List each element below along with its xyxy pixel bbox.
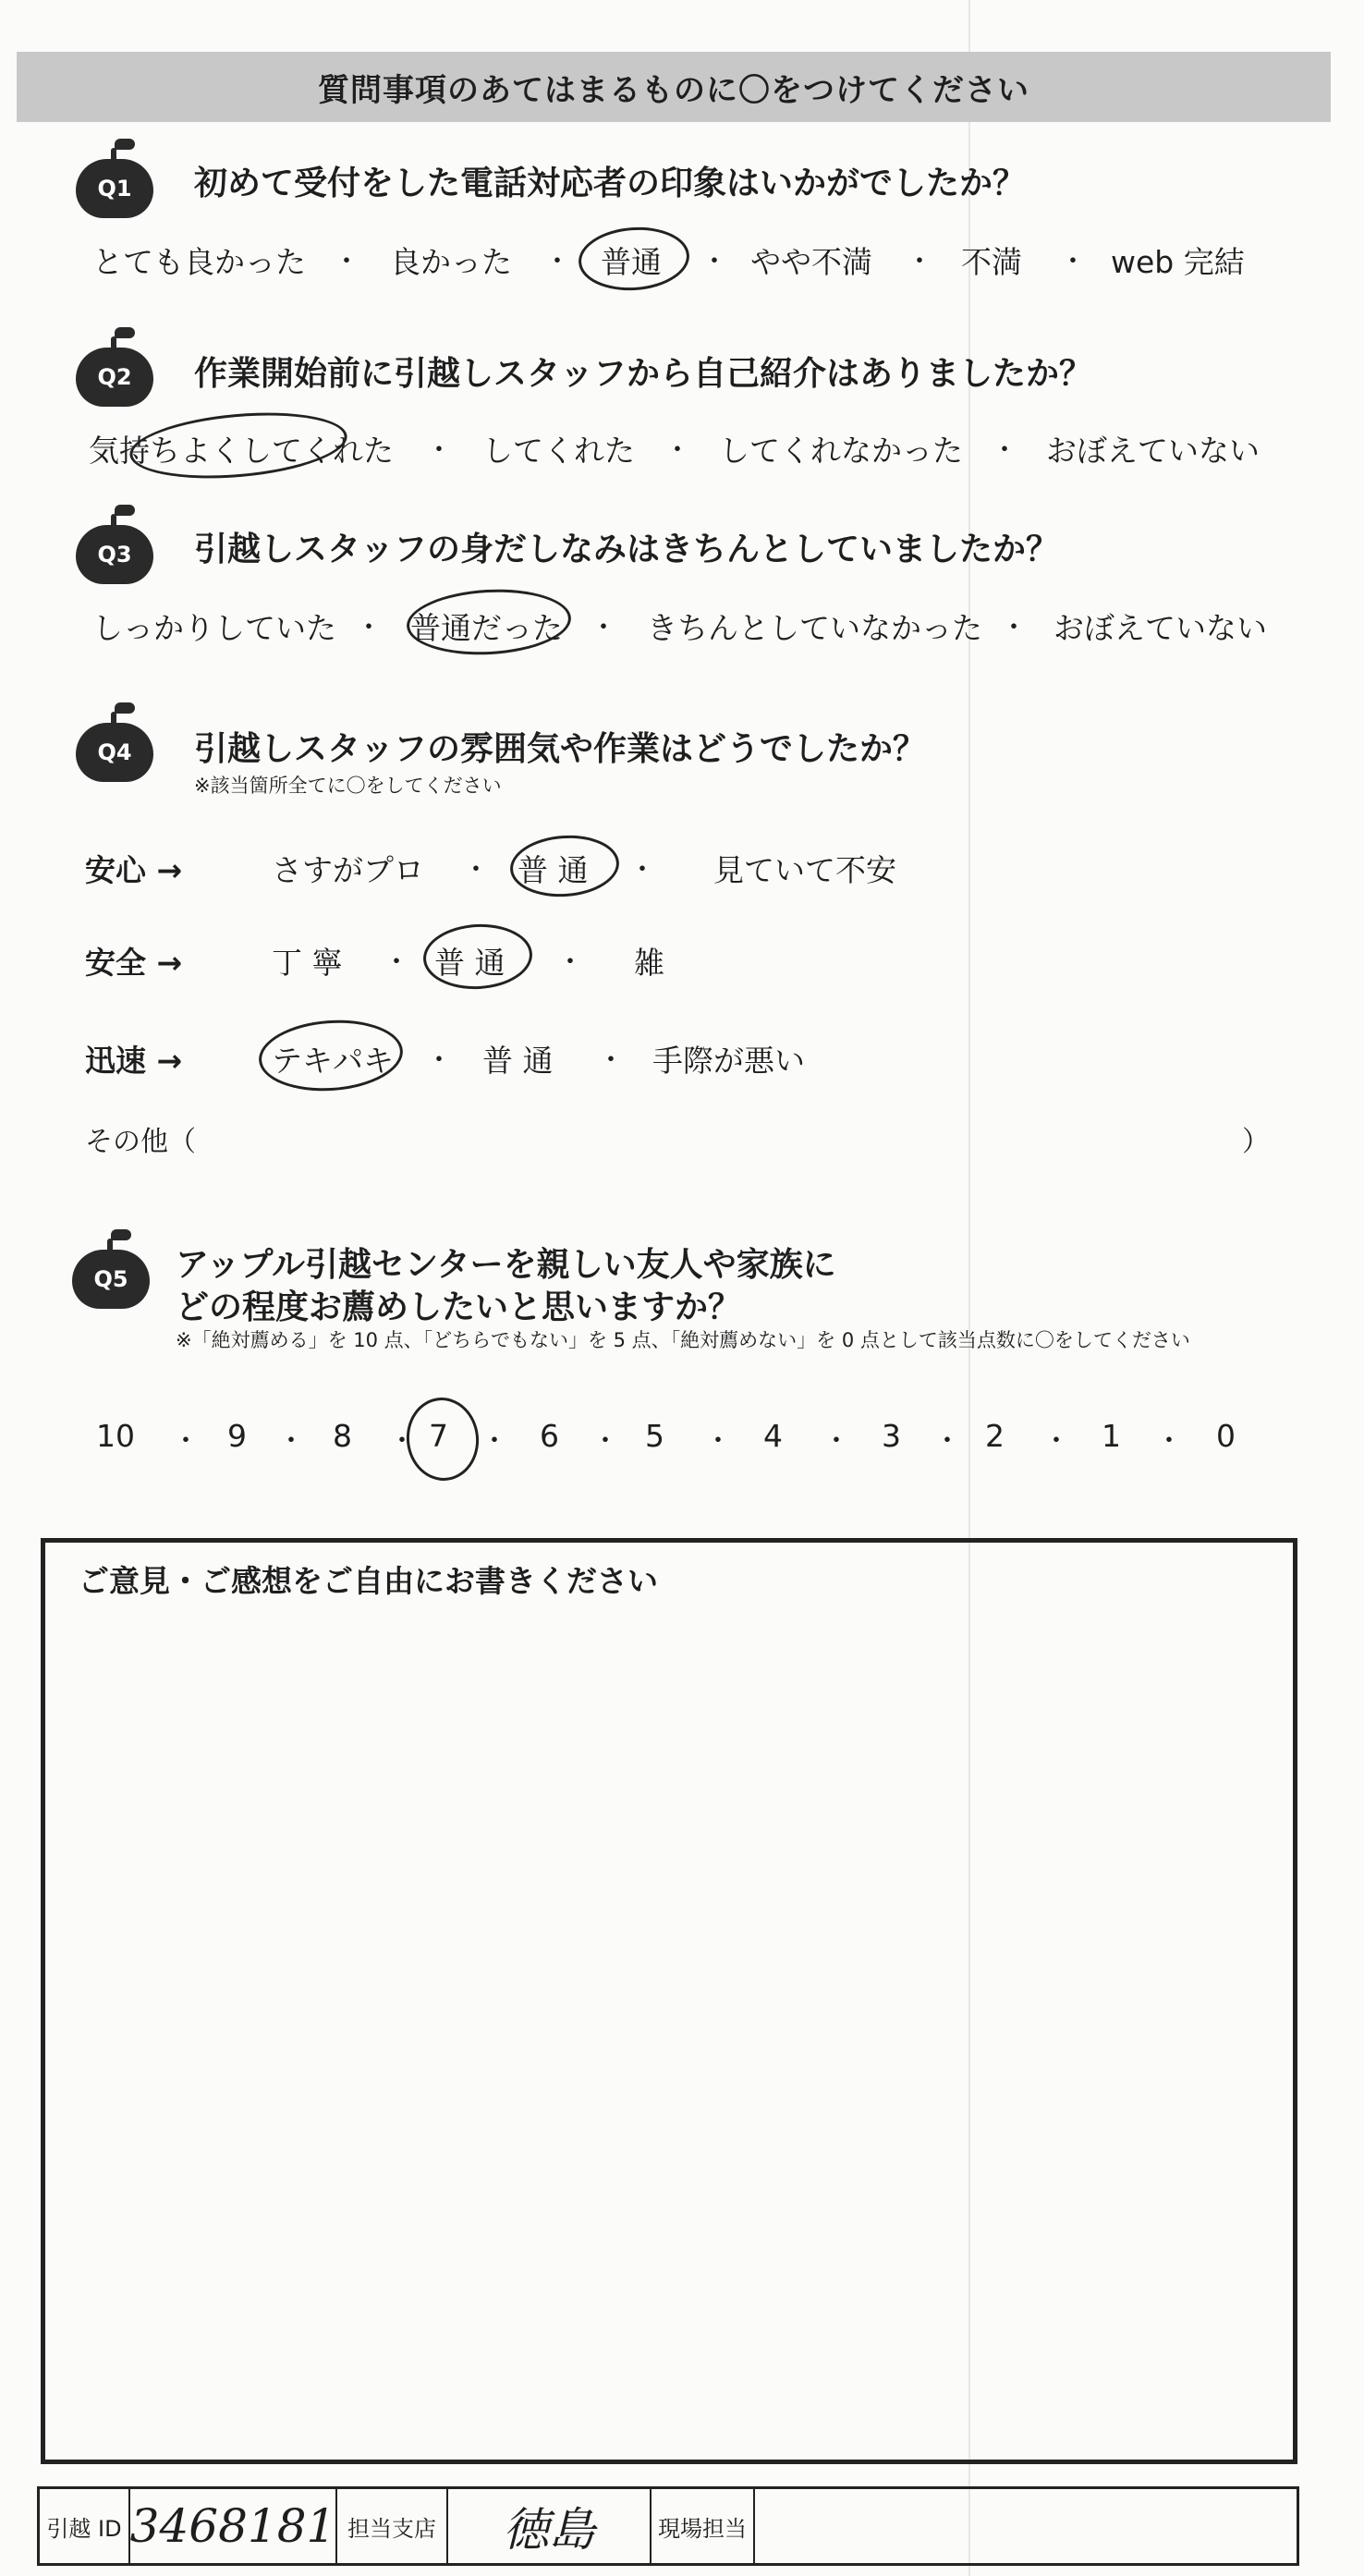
q5-selection-circle: [403, 1394, 483, 1484]
q3-option-4[interactable]: おぼえていない: [1053, 610, 1267, 646]
q5-score-2[interactable]: 2: [985, 1418, 1005, 1454]
separator-dot: ・: [1000, 612, 1028, 644]
footer-table: [37, 2486, 1299, 2566]
q4-title: 引越しスタッフの雰囲気や作業はどうでしたか？: [194, 730, 927, 768]
q4-jinsoku-option-2[interactable]: 普 通: [482, 1043, 554, 1079]
move-id-value[interactable]: 3468181: [130, 2489, 337, 2563]
separator-dot: ・: [991, 434, 1018, 467]
q1-option-2[interactable]: 良かった: [390, 244, 512, 280]
q5-note: ※「絶対薦める」を 10 点、「どちらでもない」を 5 点、「絶対薦めない」を 0 点として該当点数に〇をしてください: [176, 1329, 1190, 1351]
q5-score-10[interactable]: 10: [96, 1418, 135, 1454]
move-id-label: 引越 ID: [40, 2489, 130, 2563]
separator-dot: ・: [628, 854, 656, 886]
separator-dot: ・: [481, 1425, 508, 1458]
q4-other-input[interactable]: [213, 1124, 1229, 1157]
separator-dot: ・: [543, 246, 571, 278]
q1-title: 初めて受付をした電話対応者の印象はいかがでしたか？: [194, 165, 1027, 202]
separator-dot: ・: [822, 1425, 850, 1458]
q1-option-6[interactable]: web 完結: [1111, 244, 1245, 280]
q4-badge: Q4: [76, 723, 153, 782]
q3-title: 引越しスタッフの身だしなみはきちんとしていましたか？: [194, 531, 1060, 568]
separator-dot: ・: [1155, 1425, 1183, 1458]
separator-dot: ・: [1042, 1425, 1070, 1458]
separator-dot: ・: [700, 246, 728, 278]
q3-option-2[interactable]: 普通だった: [410, 610, 563, 646]
separator-dot: ・: [704, 1425, 732, 1458]
q4-jinsoku-option-1[interactable]: テキパキ: [272, 1043, 394, 1079]
q4-row-label-jinsoku: 迅速 →: [85, 1043, 183, 1079]
separator-dot: ・: [906, 246, 933, 278]
q2-badge: Q2: [76, 348, 153, 407]
q5-score-3[interactable]: 3: [882, 1418, 901, 1454]
q4-jinsoku-selection-circle: [257, 1016, 406, 1096]
separator-dot: ・: [590, 612, 617, 644]
q4-anshin-option-1[interactable]: さすがプロ: [272, 852, 424, 888]
separator-dot: ・: [556, 946, 584, 979]
staff-label: 現場担当: [652, 2489, 755, 2563]
separator-dot: ・: [425, 1044, 453, 1077]
separator-dot: ・: [591, 1425, 619, 1458]
q1-badge: Q1: [76, 159, 153, 218]
q4-row-label-anshin: 安心 →: [85, 852, 183, 888]
separator-dot: ・: [1059, 246, 1087, 278]
separator-dot: ・: [172, 1425, 200, 1458]
q1-option-1[interactable]: とても良かった: [92, 244, 306, 280]
separator-dot: ・: [425, 434, 453, 467]
q4-row-label-anzen: 安全 →: [85, 945, 183, 981]
q4-anzen-option-3[interactable]: 雑: [634, 945, 664, 981]
q4-anzen-option-2[interactable]: 普 通: [434, 945, 505, 981]
branch-label: 担当支店: [337, 2489, 448, 2563]
header-banner: [17, 52, 1331, 122]
separator-dot: ・: [383, 946, 410, 979]
q5-title-line2: どの程度お薦めしたいと思いますか？: [176, 1288, 742, 1326]
separator-dot: ・: [597, 1044, 625, 1077]
q2-option-3[interactable]: してくれなかった: [719, 433, 963, 469]
q1-option-5[interactable]: 不満: [961, 244, 1022, 280]
separator-dot: ・: [388, 1425, 416, 1458]
q5-score-4[interactable]: 4: [763, 1418, 783, 1454]
q1-option-3[interactable]: 普通: [601, 244, 662, 280]
q4-other-label: その他（: [85, 1126, 196, 1158]
q5-score-6[interactable]: 6: [540, 1418, 559, 1454]
q1-option-4[interactable]: やや不満: [750, 244, 872, 280]
q5-score-8[interactable]: 8: [333, 1418, 352, 1454]
q5-score-0[interactable]: 0: [1216, 1418, 1236, 1454]
separator-dot: ・: [333, 246, 360, 278]
q1-selection-circle: [577, 224, 691, 294]
q3-option-1[interactable]: しっかりしていた: [92, 610, 336, 646]
q2-option-1[interactable]: 気持ちよくしてくれた: [89, 433, 394, 469]
header-title: 質問事項のあてはまるものに〇をつけてください: [318, 71, 1029, 109]
staff-value[interactable]: [755, 2489, 1297, 2563]
q4-note: ※該当箇所全てに〇をしてください: [194, 775, 502, 797]
separator-dot: ・: [355, 612, 383, 644]
separator-dot: ・: [277, 1425, 305, 1458]
q2-option-4[interactable]: おぼえていない: [1046, 433, 1260, 469]
q5-score-1[interactable]: 1: [1102, 1418, 1121, 1454]
q3-badge: Q3: [76, 525, 153, 584]
q4-anshin-option-2[interactable]: 普 通: [518, 852, 589, 888]
separator-dot: ・: [933, 1425, 961, 1458]
q2-option-2[interactable]: してくれた: [482, 433, 635, 469]
q5-score-9[interactable]: 9: [227, 1418, 247, 1454]
q2-selection-circle: [127, 405, 349, 486]
q5-score-7[interactable]: 7: [429, 1418, 448, 1454]
branch-value[interactable]: 徳島: [448, 2489, 652, 2563]
q4-jinsoku-option-3[interactable]: 手際が悪い: [652, 1043, 805, 1079]
q5-title-line1: アップル引越センターを親しい友人や家族に: [176, 1246, 836, 1284]
separator-dot: ・: [664, 434, 691, 467]
separator-dot: ・: [462, 854, 490, 886]
q4-anzen-option-1[interactable]: 丁 寧: [272, 945, 343, 981]
q4-other-close: ）: [1242, 1126, 1270, 1158]
q3-option-3[interactable]: きちんとしていなかった: [647, 610, 982, 646]
comment-title: ご意見・ご感想をご自由にお書きください: [79, 1563, 658, 1599]
q5-score-5[interactable]: 5: [645, 1418, 664, 1454]
comment-box[interactable]: [41, 1538, 1297, 2464]
q2-title: 作業開始前に引越しスタッフから自己紹介はありましたか？: [194, 355, 1093, 393]
q5-badge: Q5: [72, 1250, 150, 1309]
q4-anshin-option-3[interactable]: 見ていて不安: [713, 852, 896, 888]
